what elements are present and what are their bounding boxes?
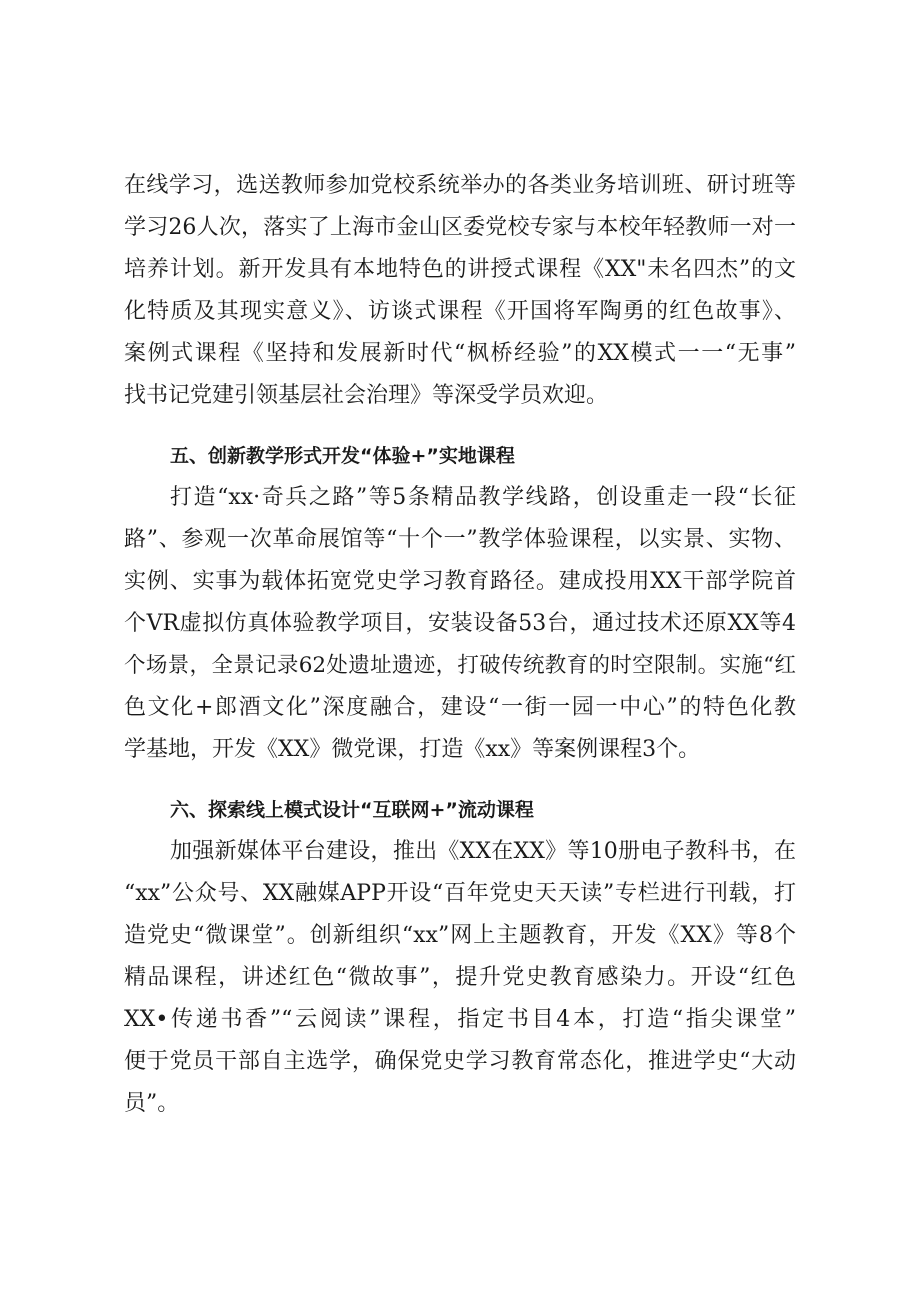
paragraph-line: 培养计划。新开发具有本地特色的讲授式课程《XX"未名四杰”的文: [124, 257, 796, 282]
paragraph-line: 精品课程，讲述红色“微故事”，提升党史教育感染力。开设“红色: [124, 965, 796, 990]
section-heading: 五、创新教学形式开发“体验+”实地课程: [170, 445, 515, 467]
paragraph-line: 员”。: [124, 1091, 180, 1116]
paragraph-line: 实例、实事为载体拓宽党史学习教育路径。建成投用XX干部学院首: [124, 569, 796, 594]
paragraph-line: 在线学习，选送教师参加党校系统举办的各类业务培训班、研讨班等: [124, 173, 796, 198]
section-heading: 六、探索线上模式设计“互联网+”流动课程: [170, 799, 534, 821]
paragraph-line: 造党史“微课堂”。创新组织“xx”网上主题教育，开发《XX》等8个: [124, 923, 796, 948]
paragraph-line: 案例式课程《坚持和发展新时代“枫桥经验”的XX模式一一“无事”: [124, 341, 796, 366]
paragraph-line: 加强新媒体平台建设，推出《XX在XX》等10册电子教科书，在: [170, 839, 796, 864]
paragraph-line: 路”、参观一次革命展馆等“十个一”教学体验课程，以实景、实物、: [124, 527, 796, 552]
paragraph-line: 学习26人次，落实了上海市金山区委党校专家与本校年轻教师一对一: [124, 215, 796, 240]
paragraph-line: XX•传递书香”“云阅读”课程，指定书目4本，打造“指尖课堂”: [124, 1007, 796, 1032]
paragraph-line: 化特质及其现实意义》、访谈式课程《开国将军陶勇的红色故事》、: [124, 299, 796, 324]
paragraph-line: “xx”公众号、XX融媒APP开设“百年党史天天读”专栏进行刊载，打: [124, 881, 796, 906]
paragraph-line: 打造“xx·奇兵之路”等5条精品教学线路，创设重走一段“长征: [170, 485, 796, 510]
paragraph-line: 个VR虚拟仿真体验教学项目，安装设备53台，通过技术还原XX等4: [124, 611, 796, 636]
paragraph-line: 找书记党建引领基层社会治理》等深受学员欢迎。: [124, 383, 609, 408]
paragraph-line: 色文化+郎酒文化”深度融合，建设“一街一园一中心”的特色化教: [124, 695, 796, 720]
paragraph-line: 学基地，开发《XX》微党课，打造《xx》等案例课程3个。: [124, 737, 701, 762]
paragraph-line: 个场景，全景记录62处遗址遗迹，打破传统教育的时空限制。实施“红: [124, 653, 796, 678]
paragraph-line: 便于党员干部自主选学，确保党史学习教育常态化，推进学史“大动: [124, 1049, 796, 1074]
